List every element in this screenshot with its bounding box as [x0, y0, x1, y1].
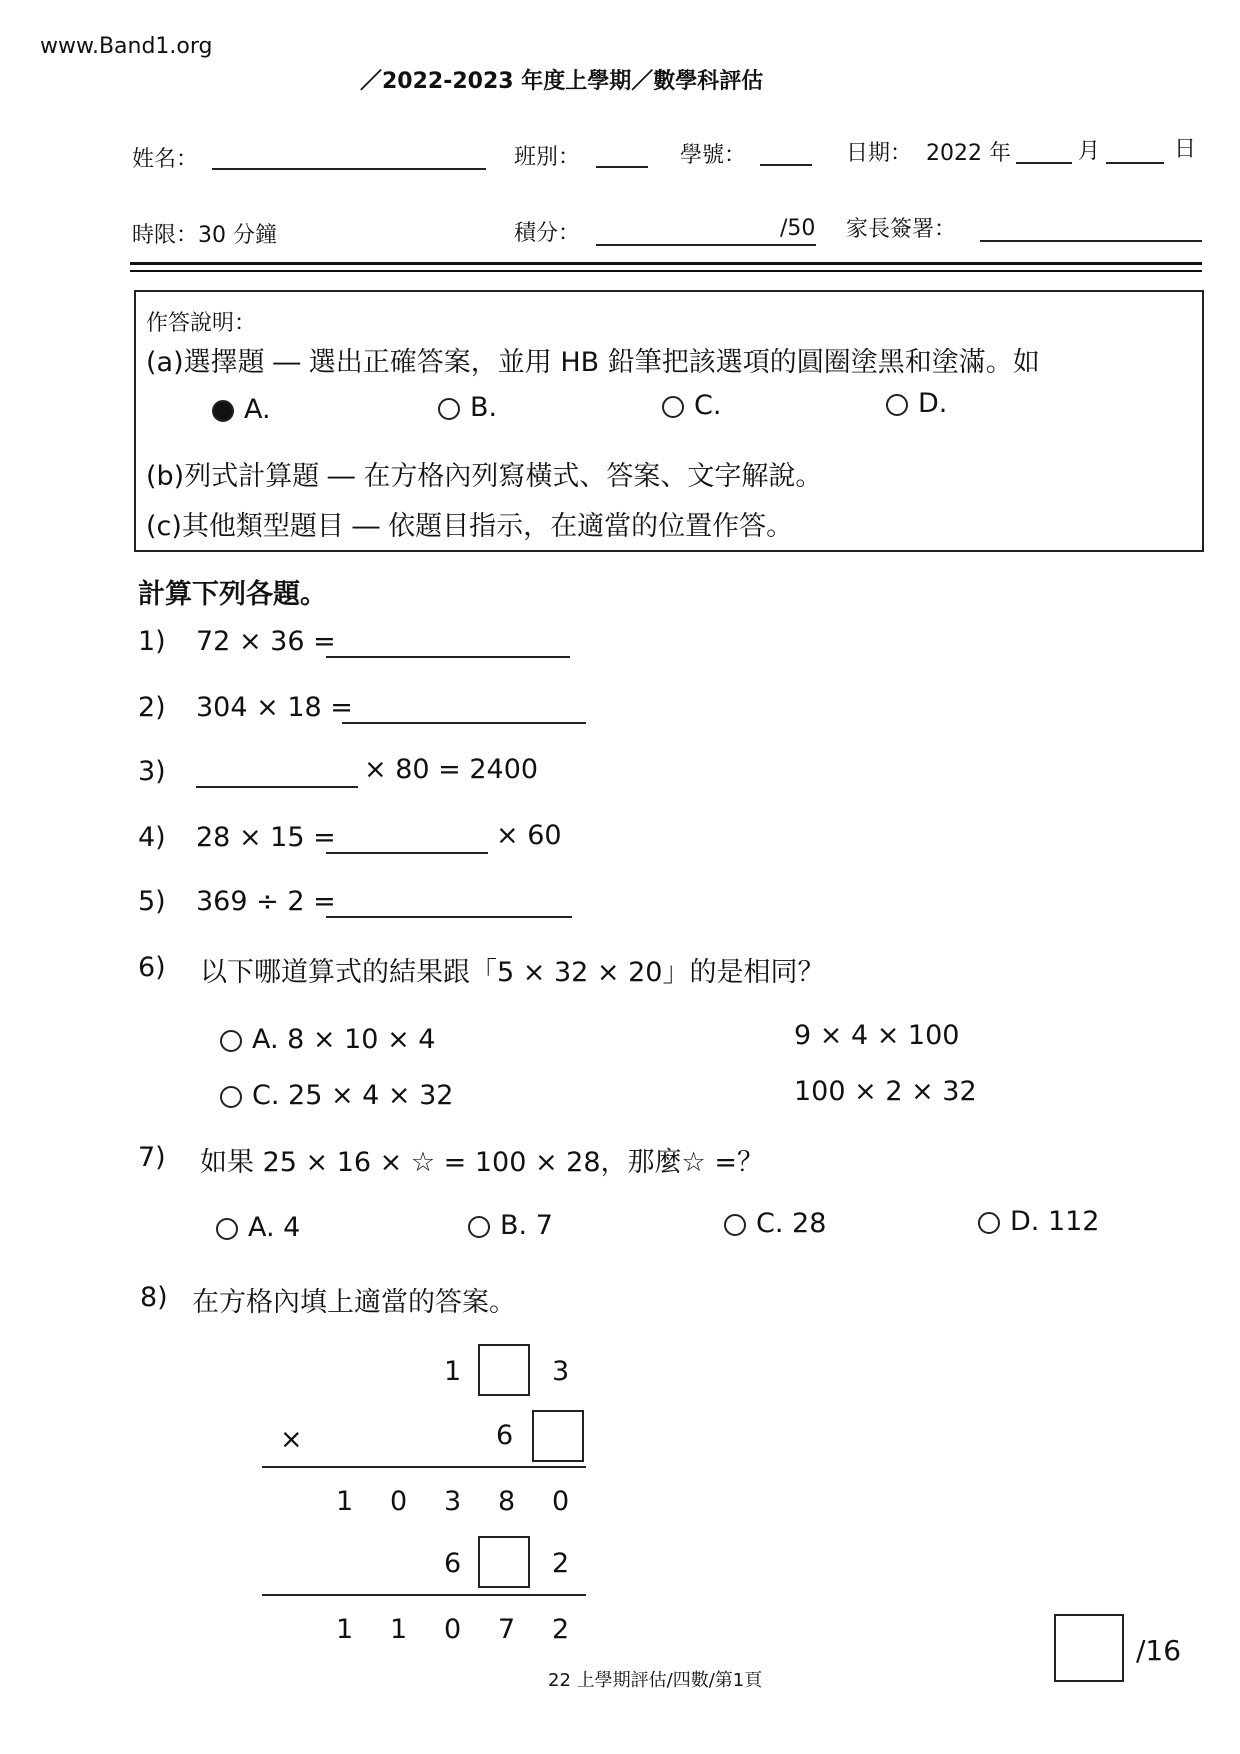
- filled-circle-icon: [212, 400, 234, 422]
- q8-rule-2: [262, 1594, 586, 1596]
- example-option-b: B.: [438, 392, 497, 423]
- q8-box-2[interactable]: [532, 1410, 584, 1462]
- month-label: 月: [1078, 139, 1101, 164]
- q4-answer-line[interactable]: [326, 852, 488, 854]
- circle-icon: [662, 396, 684, 418]
- q6-option-a[interactable]: A. 8 × 10 × 4: [220, 1024, 435, 1055]
- q2-answer-line[interactable]: [342, 722, 586, 724]
- q1-number: 1): [138, 626, 166, 657]
- class-field[interactable]: [596, 166, 648, 168]
- date-label: 日期：: [846, 141, 913, 166]
- q5-text: 369 ÷ 2 =: [196, 886, 336, 917]
- circle-icon: [220, 1030, 242, 1052]
- q6-option-c[interactable]: C. 25 × 4 × 32: [220, 1080, 454, 1111]
- day-label: 日: [1174, 137, 1197, 162]
- section-title: 計算下列各題。: [138, 579, 327, 610]
- watermark: www.Band1.org: [40, 34, 213, 59]
- page-footer: 22 上學期評估/四數/第1頁: [548, 1670, 763, 1691]
- score-field[interactable]: [596, 244, 816, 246]
- instruction-a: (a)選擇題 ― 選出正確答案，並用 HB 鉛筆把該選項的圓圈塗黑和塗滿。如: [146, 347, 1040, 378]
- circle-icon: [886, 394, 908, 416]
- q7-option-d[interactable]: D. 112: [978, 1206, 1100, 1237]
- q5-answer-line[interactable]: [326, 916, 572, 918]
- circle-icon: [978, 1212, 1000, 1234]
- q8-text: 在方格內填上適當的答案。: [192, 1287, 516, 1318]
- q8-r4-d3: 2: [552, 1548, 570, 1579]
- q6-option-b[interactable]: 9 × 4 × 100: [794, 1020, 960, 1051]
- q8-r5-d5: 2: [552, 1614, 570, 1645]
- time-limit: 時限：30 分鐘: [132, 223, 277, 248]
- circle-icon: [220, 1086, 242, 1108]
- example-option-a: A.: [212, 394, 271, 425]
- q8-r3-d3: 3: [444, 1486, 462, 1517]
- q7-option-c[interactable]: C. 28: [724, 1208, 826, 1239]
- q8-r1-d3: 3: [552, 1356, 570, 1387]
- instructions-title: 作答說明：: [146, 311, 257, 336]
- name-label: 姓名：: [132, 147, 199, 172]
- header-divider-2: [130, 270, 1202, 272]
- q8-r2-d1: 6: [496, 1420, 514, 1451]
- q7-option-a[interactable]: A. 4: [216, 1212, 300, 1243]
- section-score-total: /16: [1136, 1634, 1182, 1667]
- q8-box-3[interactable]: [478, 1536, 530, 1588]
- q3-answer-line[interactable]: [196, 786, 358, 788]
- circle-icon: [216, 1218, 238, 1240]
- q4-suffix: × 60: [496, 820, 562, 851]
- score-total: /50: [780, 216, 816, 241]
- q3-number: 3): [138, 756, 166, 787]
- q3-text: × 80 = 2400: [364, 754, 539, 785]
- date-year: 2022 年: [926, 141, 1011, 166]
- q8-r3-d5: 0: [552, 1486, 570, 1517]
- instruction-b: (b)列式計算題 ― 在方格內列寫橫式、答案、文字解說。: [146, 461, 823, 492]
- student-no-field[interactable]: [760, 164, 812, 166]
- month-field[interactable]: [1016, 162, 1072, 164]
- score-label: 積分：: [514, 221, 581, 246]
- name-field[interactable]: [212, 168, 486, 170]
- q6-text: 以下哪道算式的結果跟「5 × 32 × 20」的是相同？: [200, 957, 825, 988]
- q1-answer-line[interactable]: [326, 656, 570, 658]
- example-option-d: D.: [886, 388, 947, 419]
- q6-number: 6): [138, 952, 166, 983]
- day-field[interactable]: [1106, 162, 1164, 164]
- q8-r5-d1: 1: [336, 1614, 354, 1645]
- circle-icon: [438, 398, 460, 420]
- q8-r5-d3: 0: [444, 1614, 462, 1645]
- q8-r4-d1: 6: [444, 1548, 462, 1579]
- q6-option-d[interactable]: 100 × 2 × 32: [794, 1076, 977, 1107]
- instruction-c: (c)其他類型題目 ― 依題目指示，在適當的位置作答。: [146, 511, 794, 542]
- parent-sign-label: 家長簽署：: [846, 217, 957, 242]
- page-title: ／2022-2023 年度上學期／數學科評估: [360, 69, 764, 94]
- q2-number: 2): [138, 692, 166, 723]
- q8-r5-d4: 7: [498, 1614, 516, 1645]
- example-option-c: C.: [662, 390, 721, 421]
- q7-number: 7): [138, 1142, 166, 1173]
- student-no-label: 學號：: [680, 143, 747, 168]
- q8-r3-d4: 8: [498, 1486, 516, 1517]
- q4-text: 28 × 15 =: [196, 822, 336, 853]
- header-divider: [130, 262, 1202, 265]
- q8-number: 8): [140, 1282, 168, 1313]
- q7-option-b[interactable]: B. 7: [468, 1210, 553, 1241]
- section-score-box[interactable]: [1054, 1614, 1124, 1682]
- q1-text: 72 × 36 =: [196, 626, 336, 657]
- q4-number: 4): [138, 822, 166, 853]
- q8-r3-d1: 1: [336, 1486, 354, 1517]
- q8-r1-d1: 1: [444, 1356, 462, 1387]
- q8-rule-1: [262, 1466, 586, 1468]
- q5-number: 5): [138, 886, 166, 917]
- q2-text: 304 × 18 =: [196, 692, 353, 723]
- q8-times-sign: ×: [280, 1424, 303, 1455]
- q7-text: 如果 25 × 16 × ☆ = 100 × 28，那麼☆ =？: [200, 1147, 764, 1178]
- parent-sign-field[interactable]: [980, 240, 1202, 242]
- q8-box-1[interactable]: [478, 1344, 530, 1396]
- q8-r3-d2: 0: [390, 1486, 408, 1517]
- class-label: 班別：: [514, 145, 581, 170]
- q8-r5-d2: 1: [390, 1614, 408, 1645]
- circle-icon: [468, 1216, 490, 1238]
- circle-icon: [724, 1214, 746, 1236]
